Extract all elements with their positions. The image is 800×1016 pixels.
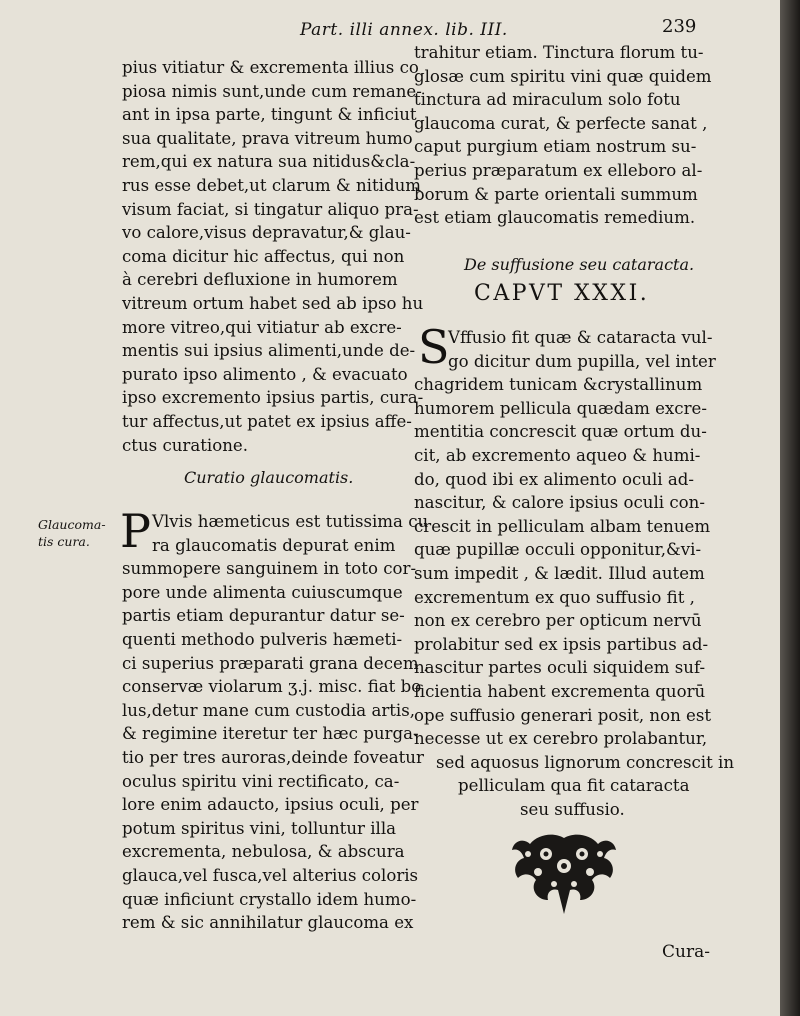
- section-heading-suffusione: De suffusione seu cataracta.: [464, 255, 695, 274]
- text-line: prolabitur sed ex ipsis partibus ad-: [414, 634, 709, 654]
- margin-note-line: tis cura.: [38, 534, 90, 549]
- drop-cap-p: P: [120, 504, 151, 558]
- text-line: oculus spiritu vini rectificato, ca-: [122, 771, 400, 791]
- text-line: sum impedit , & lædit. Illud autem: [414, 563, 705, 583]
- text-line: Vffusio fit quæ & cataracta vul-: [448, 328, 713, 347]
- text-line: borum & parte orientali summum: [414, 184, 698, 204]
- text-line: excrementum ex quo suffusio fit ,: [414, 587, 695, 607]
- text-line: lore enim adaucto, ipsius oculi, per: [122, 795, 419, 815]
- margin-note: [38, 516, 118, 550]
- text-line: vitreum ortum habet sed ab ipso hu: [122, 293, 424, 313]
- drop-cap-s: S: [418, 320, 450, 374]
- text-line: go dicitur dum pupilla, vel inter: [448, 351, 716, 371]
- right-column-bottom: [414, 320, 735, 821]
- text-line: ant in ipsa parte, tingunt & inficiut: [122, 105, 417, 125]
- text-line: ipso excremento ipsius partis, cura-: [122, 388, 424, 408]
- chapter-title: CAPVT XXXI.: [474, 281, 650, 306]
- text-line: summopere sanguinem in toto cor-: [122, 559, 417, 579]
- text-line: tur affectus,ut patet ex ipsius affe-: [122, 411, 412, 431]
- text-line: seu suffusio.: [520, 799, 625, 819]
- text-line: trahitur etiam. Tinctura florum tu-: [414, 43, 704, 62]
- text-line: crescit in pelliculam albam tenuem: [414, 516, 711, 536]
- text-line: non ex cerebro per opticum nervū: [414, 611, 702, 631]
- text-line: tinctura ad miraculum solo fotu: [414, 90, 681, 110]
- text-line: sua qualitate, prava vitreum humo: [122, 128, 413, 148]
- text-line: perius præparatum ex elleboro al-: [414, 160, 703, 180]
- text-line: pius vitiatur & excrementa illius co: [122, 58, 419, 77]
- text-line: mentitia concrescit quæ ortum du-: [414, 422, 707, 442]
- text-line: pore unde alimenta cuiuscumque: [122, 582, 403, 602]
- text-line: tio per tres auroras,deinde foveatur: [122, 747, 424, 767]
- text-line: & regimine iteretur ter hæc purga-: [122, 724, 419, 744]
- right-column-top: [414, 41, 714, 230]
- text-line: humorem pellicula quædam excre-: [414, 398, 707, 418]
- left-column-bottom: [120, 504, 430, 935]
- page-number: 239: [662, 16, 697, 37]
- text-line: piosa nimis sunt,unde cum remane-: [122, 81, 422, 101]
- text-line: potum spiritus vini, tolluntur illa: [122, 818, 397, 838]
- text-line: vo calore,visus depravatur,& glau-: [122, 223, 411, 243]
- text-line: more vitreo,qui vitiatur ab excre-: [122, 317, 402, 337]
- text-line: glaucoma curat, & perfecte sanat ,: [414, 113, 708, 133]
- text-line: est etiam glaucomatis remedium.: [414, 208, 696, 228]
- text-line: ficientia habent excrementa quorū: [414, 681, 706, 701]
- text-line: ra glaucomatis depurat enim: [152, 535, 396, 555]
- text-line: chagridem tunicam &crystallinum: [414, 375, 703, 395]
- left-column-top: [122, 56, 424, 457]
- text-line: purato ipso alimento , & evacuato: [122, 364, 408, 384]
- text-line: visum faciat, si tingatur aliquo pra-: [122, 199, 419, 219]
- text-line: rem,qui ex natura sua nitidus&cla-: [122, 152, 416, 172]
- text-line: do, quod ibi ex alimento oculi ad-: [414, 469, 694, 489]
- text-line: quæ inficiunt crystallo idem humo-: [122, 889, 417, 909]
- text-line: conservæ violarum ʒ.j. misc. fiat bo: [122, 677, 422, 697]
- text-line: cit, ab excremento aqueo & humi-: [414, 445, 701, 465]
- text-line: mentis sui ipsius alimenti,unde de-: [122, 341, 416, 361]
- text-line: nascitur, & calore ipsius oculi con-: [414, 493, 705, 513]
- text-line: excrementa, nebulosa, & abscura: [122, 842, 405, 862]
- text-line: coma dicitur hic affectus, qui non: [122, 246, 405, 266]
- text-line: rus esse debet,ut clarum & nitidum: [122, 175, 421, 195]
- text-line: pelliculam qua fit cataracta: [458, 776, 690, 796]
- text-line: Vlvis hæmeticus est tutissima cu: [152, 512, 429, 531]
- text-line: ope suffusio generari posit, non est: [414, 705, 712, 725]
- text-line: sed aquosus lignorum concrescit in: [436, 752, 735, 772]
- text-line: glosæ cum spiritu vini quæ quidem: [414, 66, 712, 86]
- text-line: ctus curatione.: [122, 435, 248, 455]
- margin-note-line: Glaucoma-: [38, 517, 106, 532]
- text-line: quæ pupillæ occuli opponitur,&vi-: [414, 540, 702, 560]
- page-edge-shadow: [780, 0, 800, 1016]
- running-head: Part. illi annex. lib. III.: [300, 20, 508, 40]
- text-line: partis etiam depurantur datur se-: [122, 606, 405, 626]
- text-line: rem & sic annihilatur glaucoma ex: [122, 913, 414, 933]
- text-line: glauca,vel fusca,vel alterius coloris: [122, 865, 419, 885]
- printers-ornament: [508, 830, 620, 920]
- text-line: caput purgium etiam nostrum su-: [414, 137, 697, 157]
- text-line: quenti methodo pulveris hæmeti-: [122, 629, 403, 649]
- text-line: ci superius præparati grana decem ,: [122, 653, 430, 673]
- catchword: Cura-: [662, 942, 710, 962]
- text-line: à cerebri defluxione in humorem: [122, 270, 398, 290]
- text-line: necesse ut ex cerebro prolabantur,: [414, 729, 708, 749]
- text-line: lus,detur mane cum custodia artis,: [122, 700, 416, 720]
- section-heading-curatio: Curatio glaucomatis.: [184, 468, 354, 487]
- text-line: nascitur partes oculi siquidem suf-: [414, 658, 706, 678]
